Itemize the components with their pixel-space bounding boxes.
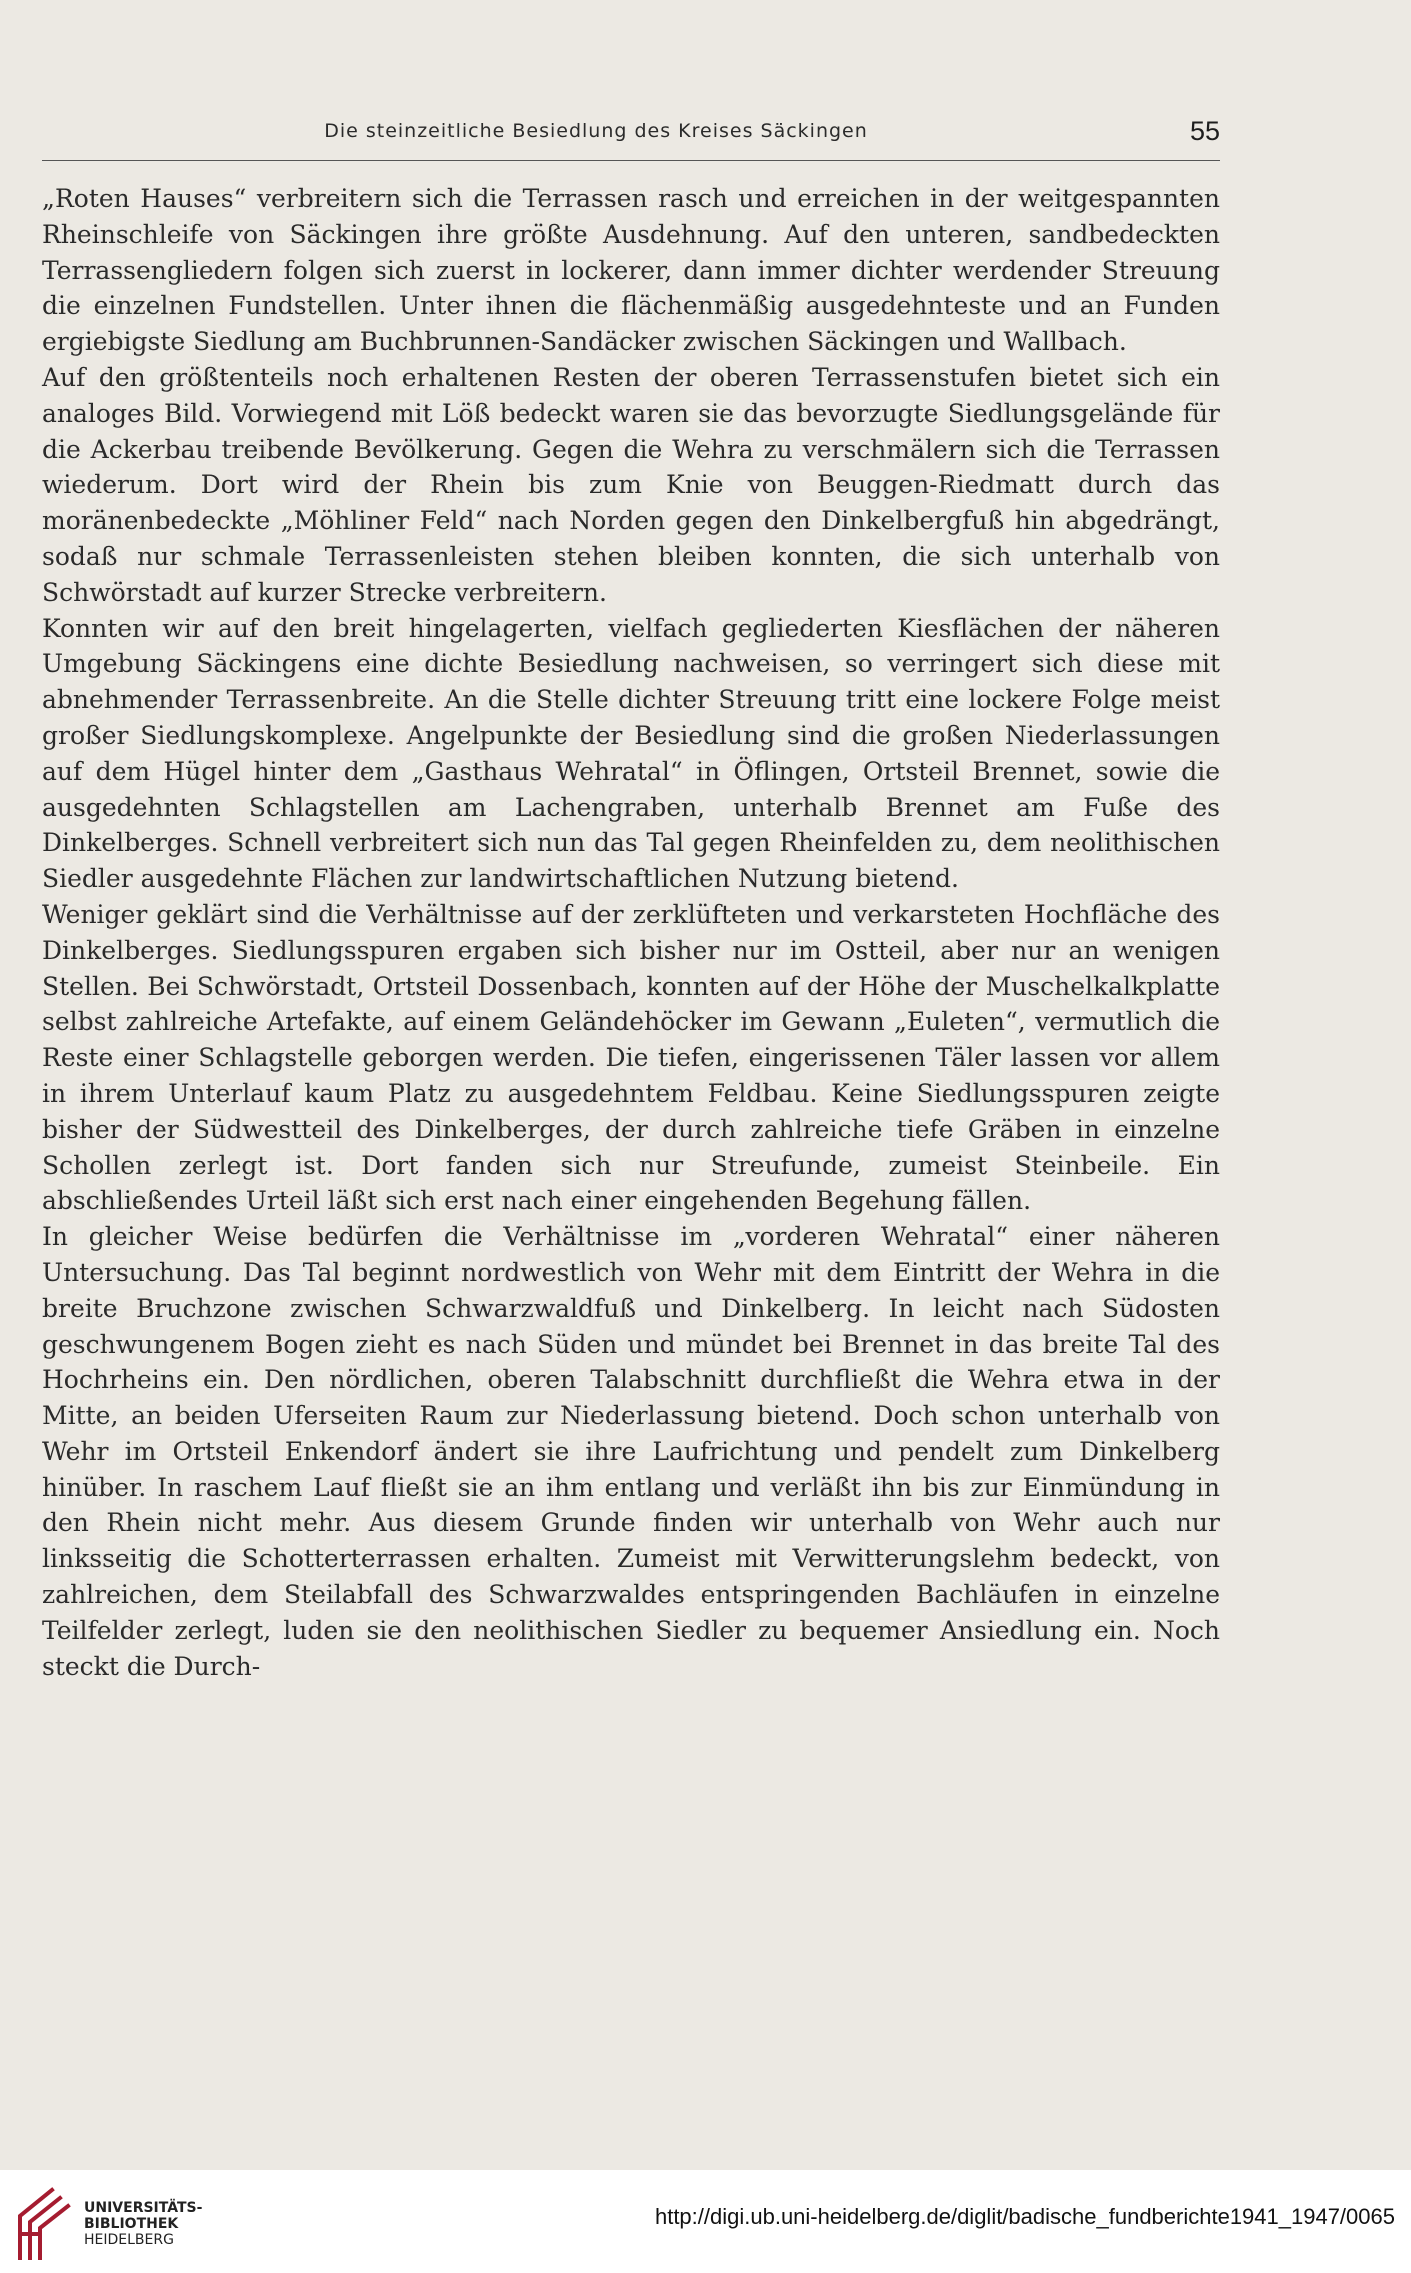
university-library-logo-icon <box>12 2186 72 2260</box>
paragraph-3: Konnten wir auf den breit hingelagerten, vielfach gegliederten Kiesflächen der näheren Umgebung Säckingens eine dichte Besiedlung nachweisen, so verringert sich diese mit abnehmender Terrassenbreite. An die Stelle dichter Streuung tritt eine lockere Folge meist großer Siedlungskomplexe. Angelpunkte der Besiedlung sind die großen Niederlassungen auf dem Hügel hinter dem „Gasthaus Wehratal“ in Öflingen, Ortsteil Brennet, sowie die ausgedehnten Schlagstellen am Lachengraben, unterhalb Brennet am Fuße des Dinkelberges. Schnell verbreitert sich nun das Tal gegen Rheinfelden zu, dem neolithischen Siedler ausgedehnte Flächen zur landwirtschaftlichen Nutzung bietend. <box>42 613 1220 894</box>
library-name-line-1: UNIVERSITÄTS- <box>84 2200 203 2216</box>
library-name <box>84 2200 202 2248</box>
paragraph-5: In gleicher Weise bedürfen die Verhältnisse im „vorderen Wehratal“ einer näheren Untersuchung. Das Tal beginnt nordwestlich von Wehr mit dem Eintritt der Wehra in die breite Bruchzone zwischen Schwarzwaldfuß und Dinkelberg. In leicht nach Südosten geschwungenem Bogen zieht es nach Süden und mündet bei Brennet in das breite Tal des Hochrheins ein. Den nördlichen, oberen Talabschnitt durchfließt die Wehra etwa in der Mitte, an beiden Uferseiten Raum zur Niederlassung bietend. Doch schon unterhalb von Wehr im Ortsteil Enkendorf ändert sie ihre Laufrichtung und pendelt zum Dinkelberg hinüber. In raschem Lauf fließt sie an ihm entlang und verläßt ihn bis zur Einmündung in den Rhein nicht mehr. Aus diesem Grunde finden wir unterhalb von Wehr auch nur linksseitig die Schotterterrassen erhalten. Zumeist mit Verwitterungslehm bedeckt, von zahlreichen, dem Steilabfall des Schwarzwaldes entspringenden Bachläufen in einzelne Teilfelder zerlegt, luden sie den neolithischen Siedler zu bequemer Ansiedlung ein. Noch steckt die Durch- <box>42 1222 1220 1681</box>
library-name-line-2: BIBLIOTHEK <box>84 2216 179 2232</box>
body-text <box>42 181 1220 1684</box>
running-head: Die steinzeitliche Besiedlung des Kreises Säckingen <box>324 120 868 142</box>
page-header <box>42 116 1220 161</box>
paragraph-1: „Roten Hauses“ verbreitern sich die Terrassen rasch und erreichen in der weitgespannten Rheinschleife von Säckingen ihre größte Ausdehnung. Auf den unteren, sandbedeckten Terrassengliedern folgen sich zuerst in lockerer, dann immer dichter werdender Streuung die einzelnen Fundstellen. Unter ihnen die flächenmäßig ausgedehnteste und an Funden ergiebigste Siedlung am Buchbrunnen-Sandäcker zwischen Säckingen und Wallbach. <box>42 184 1220 357</box>
library-name-line-3: HEIDELBERG <box>84 2232 174 2248</box>
paragraph-4: Weniger geklärt sind die Verhältnisse auf der zerklüfteten und verkarsteten Hochfläche des Dinkelberges. Siedlungsspuren ergaben sich bisher nur im Ostteil, aber nur an wenigen Stellen. Bei Schwörstadt, Ortsteil Dossenbach, konnten auf der Höhe der Muschelkalkplatte selbst zahlreiche Artefakte, auf einem Geländehöcker im Gewann „Euleten“, vermutlich die Reste einer Schlagstelle geborgen werden. Die tiefen, eingerissenen Täler lassen vor allem in ihrem Unterlauf kaum Platz zu ausgedehntem Feldbau. Keine Siedlungsspuren zeigte bisher der Südwestteil des Dinkelberges, der durch zahlreiche tiefe Gräben in einzelne Schollen zerlegt ist. Dort fanden sich nur Streufunde, zumeist Steinbeile. Ein abschließendes Urteil läßt sich erst nach einer eingehenden Begehung fällen. <box>42 899 1220 1216</box>
digitization-footer <box>0 2170 1411 2273</box>
paragraph-2: Auf den größtenteils noch erhaltenen Resten der oberen Terrassenstufen bietet sich ein analoges Bild. Vorwiegend mit Löß bedeckt waren sie das bevorzugte Siedlungsgelände für die Ackerbau treibende Bevölkerung. Gegen die Wehra zu verschmälern sich die Terrassen wiederum. Dort wird der Rhein bis zum Knie von Beuggen-Riedmatt durch das moränenbedeckte „Möhliner Feld“ nach Norden gegen den Dinkelbergfuß hin abgedrängt, sodaß nur schmale Terrassenleisten stehen bleiben konnten, die sich unterhalb von Schwörstadt auf kurzer Strecke verbreitern. <box>42 362 1220 607</box>
source-url-link[interactable]: http://digi.ub.uni-heidelberg.de/diglit/badische_fundberichte1941_1947/0065 <box>654 2204 1395 2229</box>
page-number: 55 <box>1189 116 1220 146</box>
